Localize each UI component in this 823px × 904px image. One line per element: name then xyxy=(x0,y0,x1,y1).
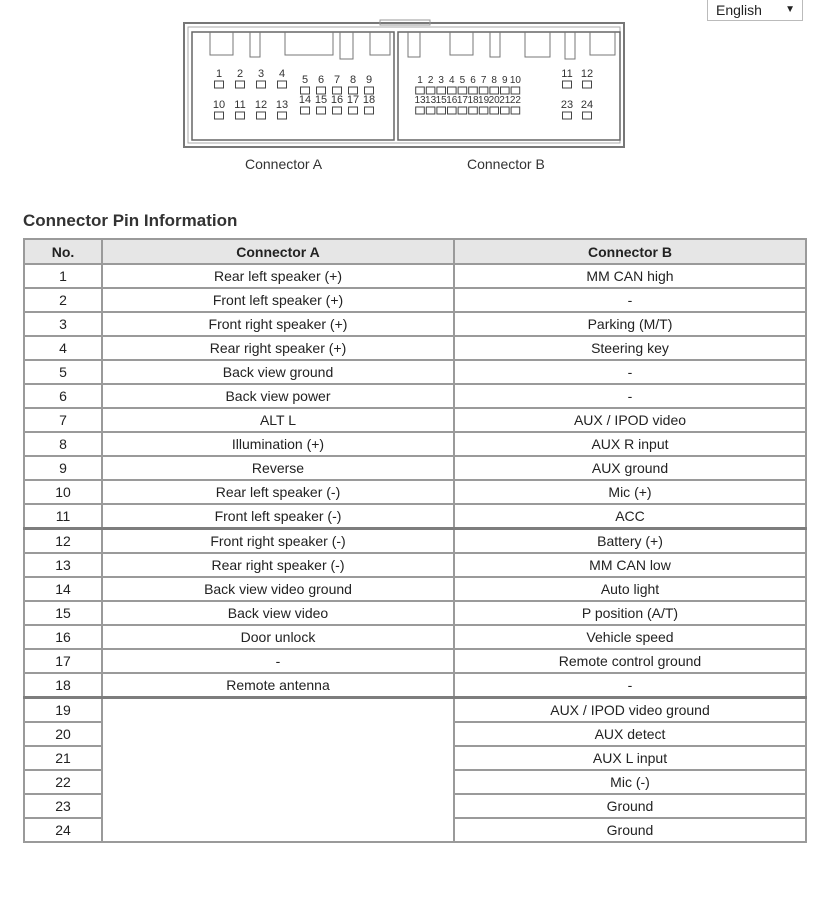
connector-b-cell: AUX / IPOD video ground xyxy=(454,698,806,723)
connector-a-cell: Back view power xyxy=(102,384,454,408)
pin-socket xyxy=(490,107,499,114)
pin-label: 13 xyxy=(414,95,426,106)
table-row xyxy=(24,577,806,601)
pin-number: 15 xyxy=(24,601,102,625)
pin-socket xyxy=(257,112,266,119)
pin-number: 23 xyxy=(24,794,102,818)
pin-socket xyxy=(278,81,287,88)
pin-number: 3 xyxy=(24,312,102,336)
pin-number: 10 xyxy=(24,480,102,504)
pin-label: 5 xyxy=(301,74,309,86)
connector-a-cell: - xyxy=(102,649,454,673)
pin-number: 4 xyxy=(24,336,102,360)
pin-number: 22 xyxy=(24,770,102,794)
table-row xyxy=(24,432,806,456)
connector-b-cell: Remote control ground xyxy=(454,649,806,673)
language-select[interactable] xyxy=(707,0,803,21)
connector-b-cell: Battery (+) xyxy=(454,529,806,554)
connector-a-label: Connector A xyxy=(245,156,323,172)
table-row xyxy=(24,673,806,698)
table-row xyxy=(24,504,806,529)
pin-socket xyxy=(365,87,374,94)
pin-label: 17 xyxy=(346,94,360,106)
pin-label: 17 xyxy=(456,95,468,106)
table-row xyxy=(24,480,806,504)
pin-socket xyxy=(257,81,266,88)
pin-number: 9 xyxy=(24,456,102,480)
pin-socket xyxy=(426,87,435,94)
pin-socket xyxy=(501,87,510,94)
pin-number: 16 xyxy=(24,625,102,649)
pin-label: 1 xyxy=(417,75,423,86)
pin-label: 4 xyxy=(449,75,455,86)
pin-label: 11 xyxy=(234,99,246,111)
pin-label: 3 xyxy=(257,68,265,80)
pin-socket xyxy=(426,107,435,114)
connector-b-cell: Steering key xyxy=(454,336,806,360)
pin-label: 24 xyxy=(580,99,594,111)
table-row xyxy=(24,408,806,432)
pin-label: 18 xyxy=(467,95,479,106)
pin-socket xyxy=(511,107,520,114)
connector-b-cell: MM CAN low xyxy=(454,553,806,577)
connector-b-cell: AUX detect xyxy=(454,722,806,746)
pin-label: 11 xyxy=(561,68,573,80)
connector-b-cell: AUX / IPOD video xyxy=(454,408,806,432)
pin-label: 9 xyxy=(365,74,373,86)
pin-label: 15 xyxy=(435,95,447,106)
connector-b-label: Connector B xyxy=(467,156,545,172)
table-row xyxy=(24,456,806,480)
connector-a-cell: Rear right speaker (-) xyxy=(102,553,454,577)
pin-label: 2 xyxy=(427,75,434,86)
pin-socket xyxy=(448,87,457,94)
table-row xyxy=(24,360,806,384)
connector-b-cell: Auto light xyxy=(454,577,806,601)
connector-a-cell: Back view video ground xyxy=(102,577,454,601)
pin-number: 5 xyxy=(24,360,102,384)
table-row xyxy=(24,698,806,723)
pin-socket xyxy=(458,107,467,114)
pin-socket xyxy=(365,107,374,114)
pin-number: 6 xyxy=(24,384,102,408)
connector-b-cell: P position (A/T) xyxy=(454,601,806,625)
pin-label: 8 xyxy=(491,75,497,86)
connector-a-cell: Back view ground xyxy=(102,360,454,384)
pin-label: 2 xyxy=(236,68,244,80)
pin-label: 19 xyxy=(478,95,490,106)
pin-socket xyxy=(278,112,287,119)
connector-b-cell: - xyxy=(454,673,806,698)
pin-label: 10 xyxy=(509,75,521,86)
pin-socket xyxy=(437,107,446,114)
header-no: No. xyxy=(24,239,102,264)
connector-a-cell: Rear left speaker (-) xyxy=(102,480,454,504)
table-row xyxy=(24,649,806,673)
pin-label: 6 xyxy=(317,74,325,86)
pin-socket xyxy=(563,81,572,88)
connector-b-cell: MM CAN high xyxy=(454,264,806,288)
pin-socket xyxy=(490,87,499,94)
pin-socket xyxy=(333,87,342,94)
pin-socket xyxy=(479,107,488,114)
connector-b-cell: AUX L input xyxy=(454,746,806,770)
pin-socket xyxy=(333,107,342,114)
table-row xyxy=(24,264,806,288)
connector-a-cell: Front left speaker (-) xyxy=(102,504,454,529)
table-row xyxy=(24,625,806,649)
connector-b-cell: Parking (M/T) xyxy=(454,312,806,336)
connector-a-empty-cell xyxy=(102,698,454,843)
pin-label: 10 xyxy=(212,99,226,111)
pin-number: 7 xyxy=(24,408,102,432)
pin-socket xyxy=(416,107,425,114)
pin-label: 7 xyxy=(333,74,341,86)
connector-a-cell: Illumination (+) xyxy=(102,432,454,456)
table-header-row xyxy=(24,239,806,264)
connector-a-cell: Rear left speaker (+) xyxy=(102,264,454,288)
connector-b-cell: AUX R input xyxy=(454,432,806,456)
pin-socket xyxy=(317,107,326,114)
pin-socket xyxy=(458,87,467,94)
table-row xyxy=(24,312,806,336)
table-row xyxy=(24,336,806,360)
connector-b-cell: Ground xyxy=(454,794,806,818)
pin-socket xyxy=(469,87,478,94)
pin-number: 19 xyxy=(24,698,102,723)
connector-b-cell: - xyxy=(454,360,806,384)
pin-socket xyxy=(301,107,310,114)
connector-a-cell: Reverse xyxy=(102,456,454,480)
connector-diagram xyxy=(175,15,635,180)
table-row xyxy=(24,288,806,312)
pin-number: 17 xyxy=(24,649,102,673)
pin-number: 8 xyxy=(24,432,102,456)
table-row xyxy=(24,601,806,625)
pin-number: 21 xyxy=(24,746,102,770)
connector-b-cell: - xyxy=(454,288,806,312)
pin-socket xyxy=(448,107,457,114)
pin-socket xyxy=(501,107,510,114)
pin-number: 1 xyxy=(24,264,102,288)
pin-number: 18 xyxy=(24,673,102,698)
pin-label: 9 xyxy=(502,75,508,86)
pin-number: 12 xyxy=(24,529,102,554)
connector-a-cell: Front right speaker (+) xyxy=(102,312,454,336)
connector-a-cell: Rear right speaker (+) xyxy=(102,336,454,360)
section-title: Connector Pin Information xyxy=(23,211,238,230)
pin-label: 13 xyxy=(425,95,437,106)
pin-label: 7 xyxy=(480,75,487,86)
pin-label: 4 xyxy=(278,68,286,80)
pin-socket xyxy=(236,112,245,119)
pin-socket xyxy=(349,107,358,114)
connector-b-cell: AUX ground xyxy=(454,456,806,480)
pin-label: 12 xyxy=(254,99,268,111)
connector-b-cell: Mic (-) xyxy=(454,770,806,794)
connector-a-cell: Front right speaker (-) xyxy=(102,529,454,554)
connector-a-cell: Door unlock xyxy=(102,625,454,649)
pin-label: 21 xyxy=(499,95,511,106)
pin-socket xyxy=(301,87,310,94)
pin-label: 23 xyxy=(560,99,574,111)
connector-b-cell: Mic (+) xyxy=(454,480,806,504)
header-connector-a: Connector A xyxy=(102,239,454,264)
pin-label: 20 xyxy=(488,95,500,106)
table-row xyxy=(24,553,806,577)
pin-table xyxy=(23,238,807,843)
connector-b-cell: Ground xyxy=(454,818,806,842)
connector-a-cell: Front left speaker (+) xyxy=(102,288,454,312)
pin-label: 3 xyxy=(438,75,444,86)
pin-socket xyxy=(583,112,592,119)
pin-label: 13 xyxy=(275,99,289,111)
pin-socket xyxy=(215,112,224,119)
pin-label: 8 xyxy=(349,74,357,86)
chevron-down-icon: ▼ xyxy=(785,4,795,15)
pin-number: 24 xyxy=(24,818,102,842)
pin-number: 2 xyxy=(24,288,102,312)
pin-socket xyxy=(349,87,358,94)
pin-socket xyxy=(583,81,592,88)
language-select-value: English xyxy=(716,2,762,18)
pin-number: 13 xyxy=(24,553,102,577)
pin-socket xyxy=(437,87,446,94)
connector-b-cell: Vehicle speed xyxy=(454,625,806,649)
pin-label: 6 xyxy=(470,75,476,86)
pin-label: 16 xyxy=(330,94,344,106)
pin-socket xyxy=(479,87,488,94)
pin-label: 22 xyxy=(509,95,521,106)
pin-label: 15 xyxy=(314,94,328,106)
pin-label: 5 xyxy=(459,75,466,86)
pin-label: 16 xyxy=(446,95,458,106)
pin-label: 1 xyxy=(215,68,223,80)
pin-number: 11 xyxy=(24,504,102,529)
connector-a-cell: Remote antenna xyxy=(102,673,454,698)
table-row xyxy=(24,384,806,408)
pin-label: 18 xyxy=(362,94,376,106)
pin-label: 12 xyxy=(580,68,594,80)
pin-socket xyxy=(416,87,425,94)
pin-socket xyxy=(563,112,572,119)
pin-socket xyxy=(215,81,224,88)
pin-number: 14 xyxy=(24,577,102,601)
pin-label: 14 xyxy=(298,94,312,106)
connector-a-cell: ALT L xyxy=(102,408,454,432)
connector-b-cell: ACC xyxy=(454,504,806,529)
pin-socket xyxy=(511,87,520,94)
connector-a-cell: Back view video xyxy=(102,601,454,625)
connector-b-cell: - xyxy=(454,384,806,408)
header-connector-b: Connector B xyxy=(454,239,806,264)
table-row xyxy=(24,529,806,554)
pin-socket xyxy=(469,107,478,114)
pin-socket xyxy=(317,87,326,94)
pin-socket xyxy=(236,81,245,88)
pin-number: 20 xyxy=(24,722,102,746)
